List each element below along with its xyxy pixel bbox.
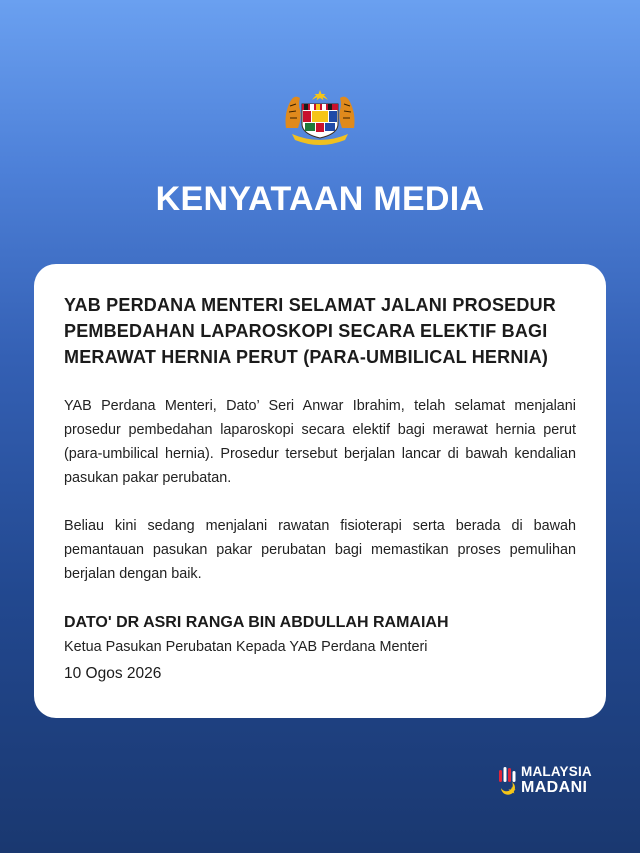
headline: KENYATAAN MEDIA [155, 180, 485, 218]
coat-of-arms-icon [282, 88, 358, 146]
brand-line-1: MALAYSIA [521, 764, 592, 779]
malaysia-madani-logo [497, 764, 607, 800]
statement-card [34, 264, 606, 718]
brand-line-2: MADANI [521, 779, 588, 796]
statement-paragraph-2: Beliau kini sedang menjalani rawatan fisioterapi serta berada di bawah pemantauan pasukan pakar perubatan bagi memastikan proses pemulihan berjalan dengan baik. [64, 518, 576, 582]
statement-title: YAB PERDANA MENTERI SELAMAT JALANI PROSEDUR PEMBEDAHAN LAPAROSKOPI SECARA ELEKTIF BAGI MERAWAT HERNIA PERUT (PARA-UMBILICAL HERNIA) [64, 295, 556, 367]
signatory-name: DATO' DR ASRI RANGA BIN ABDULLAH RAMAIAH [64, 614, 449, 631]
signatory-role: Ketua Pasukan Perubatan Kepada YAB Perdana Menteri [64, 639, 428, 655]
statement-date: 10 Ogos 2026 [64, 665, 162, 682]
brand-wordmark [521, 764, 592, 795]
statement-paragraph-1: YAB Perdana Menteri, Dato’ Seri Anwar Ibrahim, telah selamat menjalani prosedur pembedahan laparoskopi secara elektif bagi merawat hernia perut (para-umbilical hernia). Prosedur tersebut berjalan lancar di bawah kendalian pasukan pakar perubatan. [64, 398, 576, 486]
madani-hand-icon [497, 766, 519, 798]
